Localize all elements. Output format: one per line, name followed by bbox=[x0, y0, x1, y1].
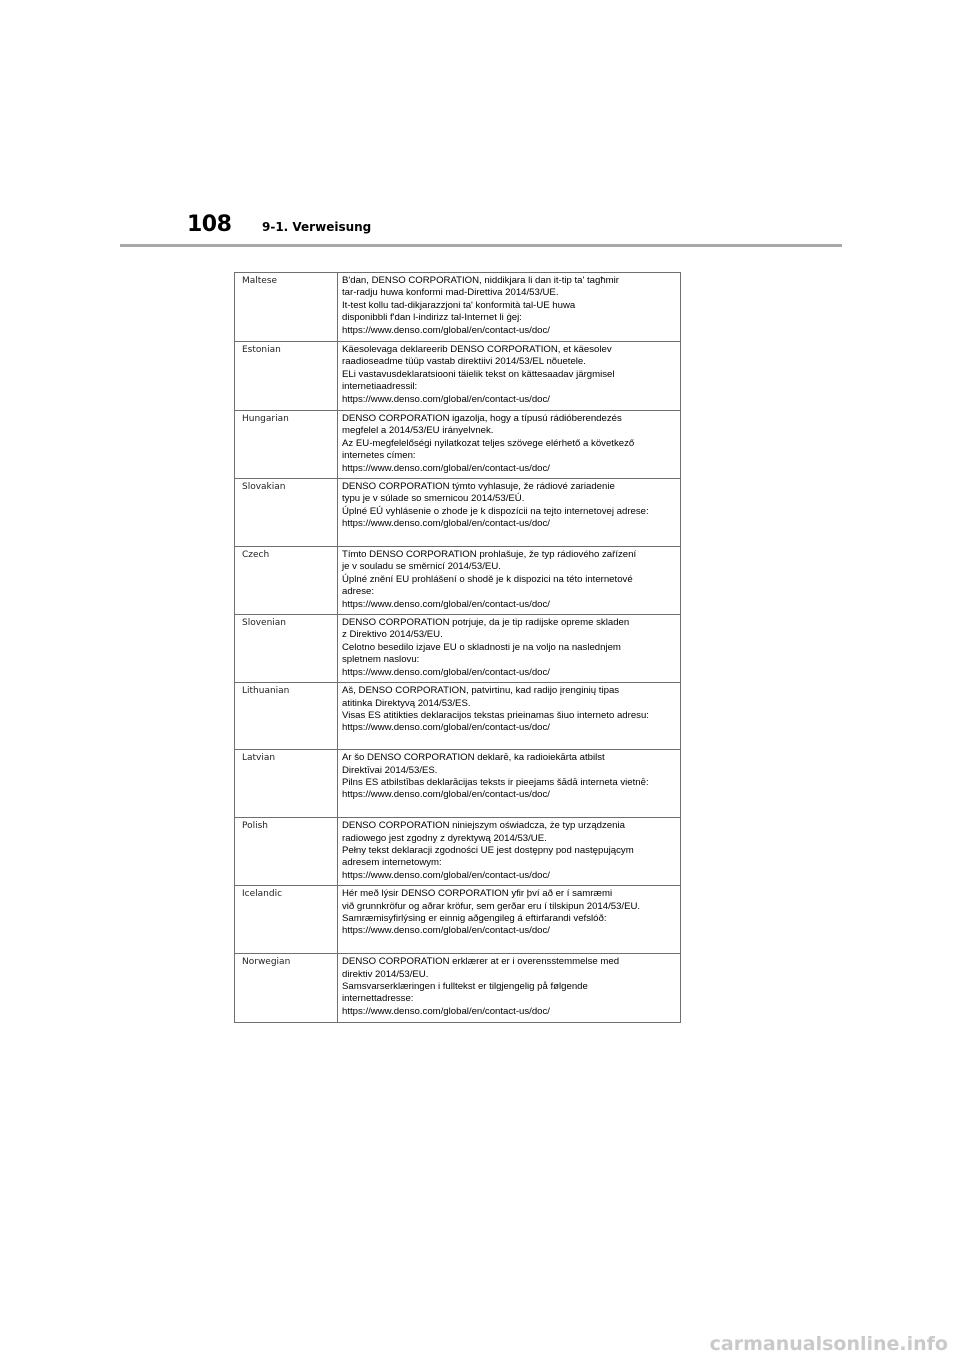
declaration-table bbox=[234, 272, 681, 1023]
language-cell: Latvian bbox=[235, 750, 338, 818]
table-row bbox=[235, 273, 681, 342]
declaration-text-cell: Hér með lýsir DENSO CORPORATION yfir því að er í samræmi við grunnkröfur og aðrar kröfur, sem gerðar eru í tilskipun 2014/53/EU. Samræmisyfirlýsing er einnig aðgengileg á eftirfarandi vefslóð: https://www.denso.com/global/en/contact-us/doc/ bbox=[338, 886, 681, 954]
table-row bbox=[235, 886, 681, 954]
language-cell: Icelandic bbox=[235, 886, 338, 954]
table-row bbox=[235, 547, 681, 615]
declaration-text-cell: DENSO CORPORATION potrjuje, da je tip radijske opreme skladen z Direktivo 2014/53/EU. Celotno besedilo izjave EU o skladnosti je na voljo na naslednjem spletnem naslovu: https://www.denso.com/global/en/contact-us/doc/ bbox=[338, 615, 681, 683]
declaration-text-cell: DENSO CORPORATION týmto vyhlasuje, že rádiové zariadenie typu je v súlade so smernicou 2014/53/EÚ. Úplné EÚ vyhlásenie o zhode je k dispozícii na tejto internetovej adrese: https://www.denso.com/global/en/contact-us/doc/ bbox=[338, 479, 681, 547]
language-cell: Slovakian bbox=[235, 479, 338, 547]
declaration-text-cell: Tímto DENSO CORPORATION prohlašuje, že typ rádiového zařízení je v souladu se směrnicí 2014/53/EU. Úplné znění EU prohlášení o shodě je k dispozici na této internetové adrese: https://www.denso.com/global/en/contact-us/doc/ bbox=[338, 547, 681, 615]
table-row bbox=[235, 954, 681, 1023]
declaration-text-cell: Ar šo DENSO CORPORATION deklarē, ka radioiekārta atbilst Direktīvai 2014/53/ES. Pilns ES atbilstības deklarācijas teksts ir pieejams šādā interneta vietnē: https://www.denso.com/global/en/contact-us/doc/ bbox=[338, 750, 681, 818]
watermark-text: carmanualsonline.info bbox=[709, 1333, 948, 1355]
declaration-text-cell: DENSO CORPORATION niniejszym oświadcza, że typ urządzenia radiowego jest zgodny z dyrektywą 2014/53/UE. Pełny tekst deklaracji zgodności UE jest dostępny pod następującym adresem internetowym: https://www.denso.com/global/en/contact-us/doc/ bbox=[338, 818, 681, 886]
language-cell: Lithuanian bbox=[235, 683, 338, 750]
declaration-text-cell: B'dan, DENSO CORPORATION, niddikjara li dan it-tip ta' tagħmir tar-radju huwa konformi mad-Direttiva 2014/53/UE. It-test kollu tad-dikjarazzjoni ta' konformità tal-UE huwa disponibbli f'dan l-indirizz tal-Internet li ġej: https://www.denso.com/global/en/contact-us/doc/ bbox=[338, 273, 681, 342]
language-cell: Polish bbox=[235, 818, 338, 886]
watermark bbox=[0, 1333, 960, 1358]
language-cell: Maltese bbox=[235, 273, 338, 342]
table-row bbox=[235, 411, 681, 479]
language-cell: Slovenian bbox=[235, 615, 338, 683]
language-cell: Hungarian bbox=[235, 411, 338, 479]
header-divider bbox=[120, 244, 842, 247]
section-title: 9-1. Verweisung bbox=[262, 220, 372, 234]
declaration-table-body bbox=[235, 273, 681, 1023]
table-row bbox=[235, 615, 681, 683]
table-row bbox=[235, 818, 681, 886]
declaration-text-cell: DENSO CORPORATION igazolja, hogy a típusú rádióberendezés megfelel a 2014/53/EU irányelvnek. Az EU-megfelelőségi nyilatkozat teljes szövege elérhető a következő internetes címen: https://www.denso.com/global/en/contact-us/doc/ bbox=[338, 411, 681, 479]
declaration-text-cell: DENSO CORPORATION erklærer at er i overensstemmelse med direktiv 2014/53/EU. Samsvarserklæringen i fulltekst er tilgjengelig på følgende internettadresse: https://www.denso.com/global/en/contact-us/doc/ bbox=[338, 954, 681, 1023]
table-row bbox=[235, 342, 681, 411]
language-cell: Czech bbox=[235, 547, 338, 615]
language-cell: Norwegian bbox=[235, 954, 338, 1023]
table-row bbox=[235, 683, 681, 750]
page-number: 108 bbox=[187, 212, 232, 237]
declaration-text-cell: Aš, DENSO CORPORATION, patvirtinu, kad radijo įrenginių tipas atitinka Direktyvą 2014/53/ES. Visas ES atitikties deklaracijos tekstas prieinamas šiuo interneto adresu: https://www.denso.com/global/en/contact-us/doc/ bbox=[338, 683, 681, 750]
language-cell: Estonian bbox=[235, 342, 338, 411]
page-header bbox=[0, 0, 960, 250]
table-row bbox=[235, 750, 681, 818]
table-row bbox=[235, 479, 681, 547]
declaration-text-cell: Käesolevaga deklareerib DENSO CORPORATION, et käesolev raadioseadme tüüp vastab direktiivi 2014/53/EL nõuetele. ELi vastavusdeklaratsiooni täielik tekst on kättesaadav järgmisel internetiaadressil: https://www.denso.com/global/en/contact-us/doc/ bbox=[338, 342, 681, 411]
